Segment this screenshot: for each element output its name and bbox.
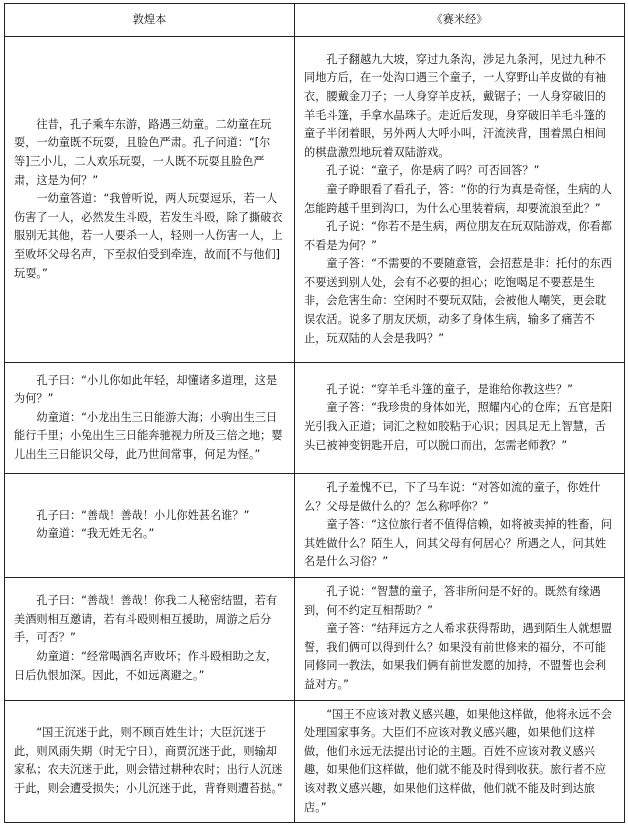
table-row	[5, 577, 625, 700]
paragraph: 童子答：“我珍贵的身体如光，照耀内心的仓库；五官是阳光引我入正道；词汇之粒如胶粘于心识；因具足无上智慧，舌头已被神变钥匙开启，可以脱口而出，怎需老师教？”	[304, 401, 612, 452]
paragraph: 孔子曰：“善哉！善哉！小儿你姓甚名谁？”	[36, 508, 250, 522]
table-row	[5, 37, 625, 363]
saimi-cell	[295, 363, 625, 474]
paragraph: 孔子说：“童子，你是病了吗？可否回答？”	[326, 164, 540, 178]
paragraph: 幼童道：“经常喝酒名声败坏；作斗殴相助之友，日后仇恨加深。因此，不如远离避之。”	[14, 650, 278, 682]
saimi-cell	[295, 37, 625, 363]
dunhuang-cell	[5, 363, 295, 474]
saimi-cell	[295, 474, 625, 578]
paragraph: 童子答：“不需要的不要随意管，会招惹是非：托付的东西不要送到别人处，会有不必要的担心；吃饱喝足不要惹是生非，会危害生命：空闲时不要玩双陆，会被他人嘲笑，更会耽误农活。说多了朋友厌烦，动多了身体生病，输多了痛苦不止，玩双陆的人会是我吗？”	[304, 257, 612, 345]
dunhuang-cell	[5, 474, 295, 578]
header-saimi-sutra: 《赛米经》	[295, 4, 625, 37]
table-row	[5, 700, 625, 823]
saimi-cell	[295, 700, 625, 823]
table-row	[5, 474, 625, 578]
dunhuang-cell	[5, 577, 295, 700]
paragraph: 孔子说：“你若不是生病，两位朋友在玩双陆游戏，你看都不看是为何？”	[304, 220, 612, 252]
paragraph: 童子答：“结拜远方之人希求获得帮助，遇到陌生人就想盟誓，我们俩可以得到什么？如果没有前世修来的福分，不可能同修同一教法，如果我们俩有前世发愿的加持，不盟誓也会利益对方。”	[304, 622, 612, 691]
paragraph: 往昔，孔子乘车东游，路遇三幼童。二幼童在玩耍，一幼童既不玩耍，且脸色严肃。孔子问道：“[尔等]三小儿，二人欢乐玩耍，一人既不玩耍且脸色严肃，这是为何？”	[14, 117, 272, 187]
paragraph: 孔子说：“穿羊毛斗篷的童子，是谁给你教这些？”	[326, 382, 573, 396]
dunhuang-cell	[5, 37, 295, 363]
paragraph: 孔子羞愧不已，下了马车说：“对答如流的童子，你姓什么？父母是做什么的？怎么称呼你？”	[304, 481, 601, 513]
paragraph: 孔子翻越九大坡，穿过九条沟，涉足九条河，见过九种不同地方后，在一处沟口遇三个童子，一人穿野山羊皮做的有袖衣，腰戴金刀子；一人身穿羊皮袄，戴锯子；一人身穿破旧的羊毛斗篷，手拿水晶珠子。走近后发现，身穿破旧羊毛斗篷的童子半闭着眼，另外两人大呼小叫，汗流浃背，围着黑白相间的棋盘激烈地玩着双陆游戏。	[304, 52, 607, 159]
paragraph: 孔子曰：“善哉！善哉！你我二人秘密结盟，若有美酒则相互邀请，若有斗殴则相互援助，周游之后分手，可否？”	[14, 594, 278, 645]
table-header-row	[5, 4, 625, 37]
saimi-cell	[295, 577, 625, 700]
paragraph: “国王不应该对教义感兴趣，如果他这样做，他将永远不会处理国家事务。大臣们不应该对教义感兴趣，如果他们这样做，他们永远无法提出讨论的主题。百姓不应该对教义感兴趣，如果他们这样做，他们就不能及时得到收获。旅行者不应该对教义感兴趣，如果他们这样做，他们就不能及时到达旅店。”	[304, 707, 612, 814]
paragraph: 幼童道：“我无姓无名。”	[36, 527, 155, 541]
header-dunhuang: 敦煌本	[5, 4, 295, 37]
table-row	[5, 363, 625, 474]
paragraph: 孔子说：“智慧的童子，答非所问是不好的。既然有缘遇到，何不约定互相帮助？”	[304, 584, 601, 617]
paragraph: 童子答：“这位旅行者不值得信赖，如将被卖掉的牲畜，问其姓做什么？陌生人，问其父母有何居心？所遇之人，问其姓名是什么习俗？”	[304, 518, 612, 569]
comparison-table	[4, 3, 625, 823]
paragraph: 童子睁眼看了看孔子，答：“你的行为真是奇怪，生病的人怎能跨越千里到沟口，为什么心里装着病，却要流浪至此？”	[304, 182, 612, 215]
paragraph: 幼童道：“小龙出生三日能游大海；小驹出生三日能行千里；小兔出生三日能奔驰视力所及三倍之地；婴儿出生三日能识父母，此乃世间常事，何足为怪。”	[14, 410, 283, 461]
paragraph: 一幼童答道：“我曾听说，两人玩耍逗乐，若一人伤害了一人，必然发生斗殴，若发生斗殴，除了撕破衣服别无其他，若一人要杀一人，轻则一人伤害一人，上至败坏父母名声，下至叔伯受到牵连，故而[不与他们]玩耍。”	[14, 192, 283, 280]
paragraph: 孔子曰：“小儿你如此年轻，却懂诸多道理，这是为何？”	[14, 373, 278, 406]
dunhuang-cell	[5, 700, 295, 823]
paragraph: “国王沉迷于此，则不顾百姓生计；大臣沉迷于此，则风雨失期（时无宁日），商贾沉迷于此，则输却家私；农夫沉迷于此，则会错过耕种农时；出行人沉迷于此，则会遭受损失；小儿沉迷于此，背脊则遭苔挞。”	[14, 726, 283, 795]
